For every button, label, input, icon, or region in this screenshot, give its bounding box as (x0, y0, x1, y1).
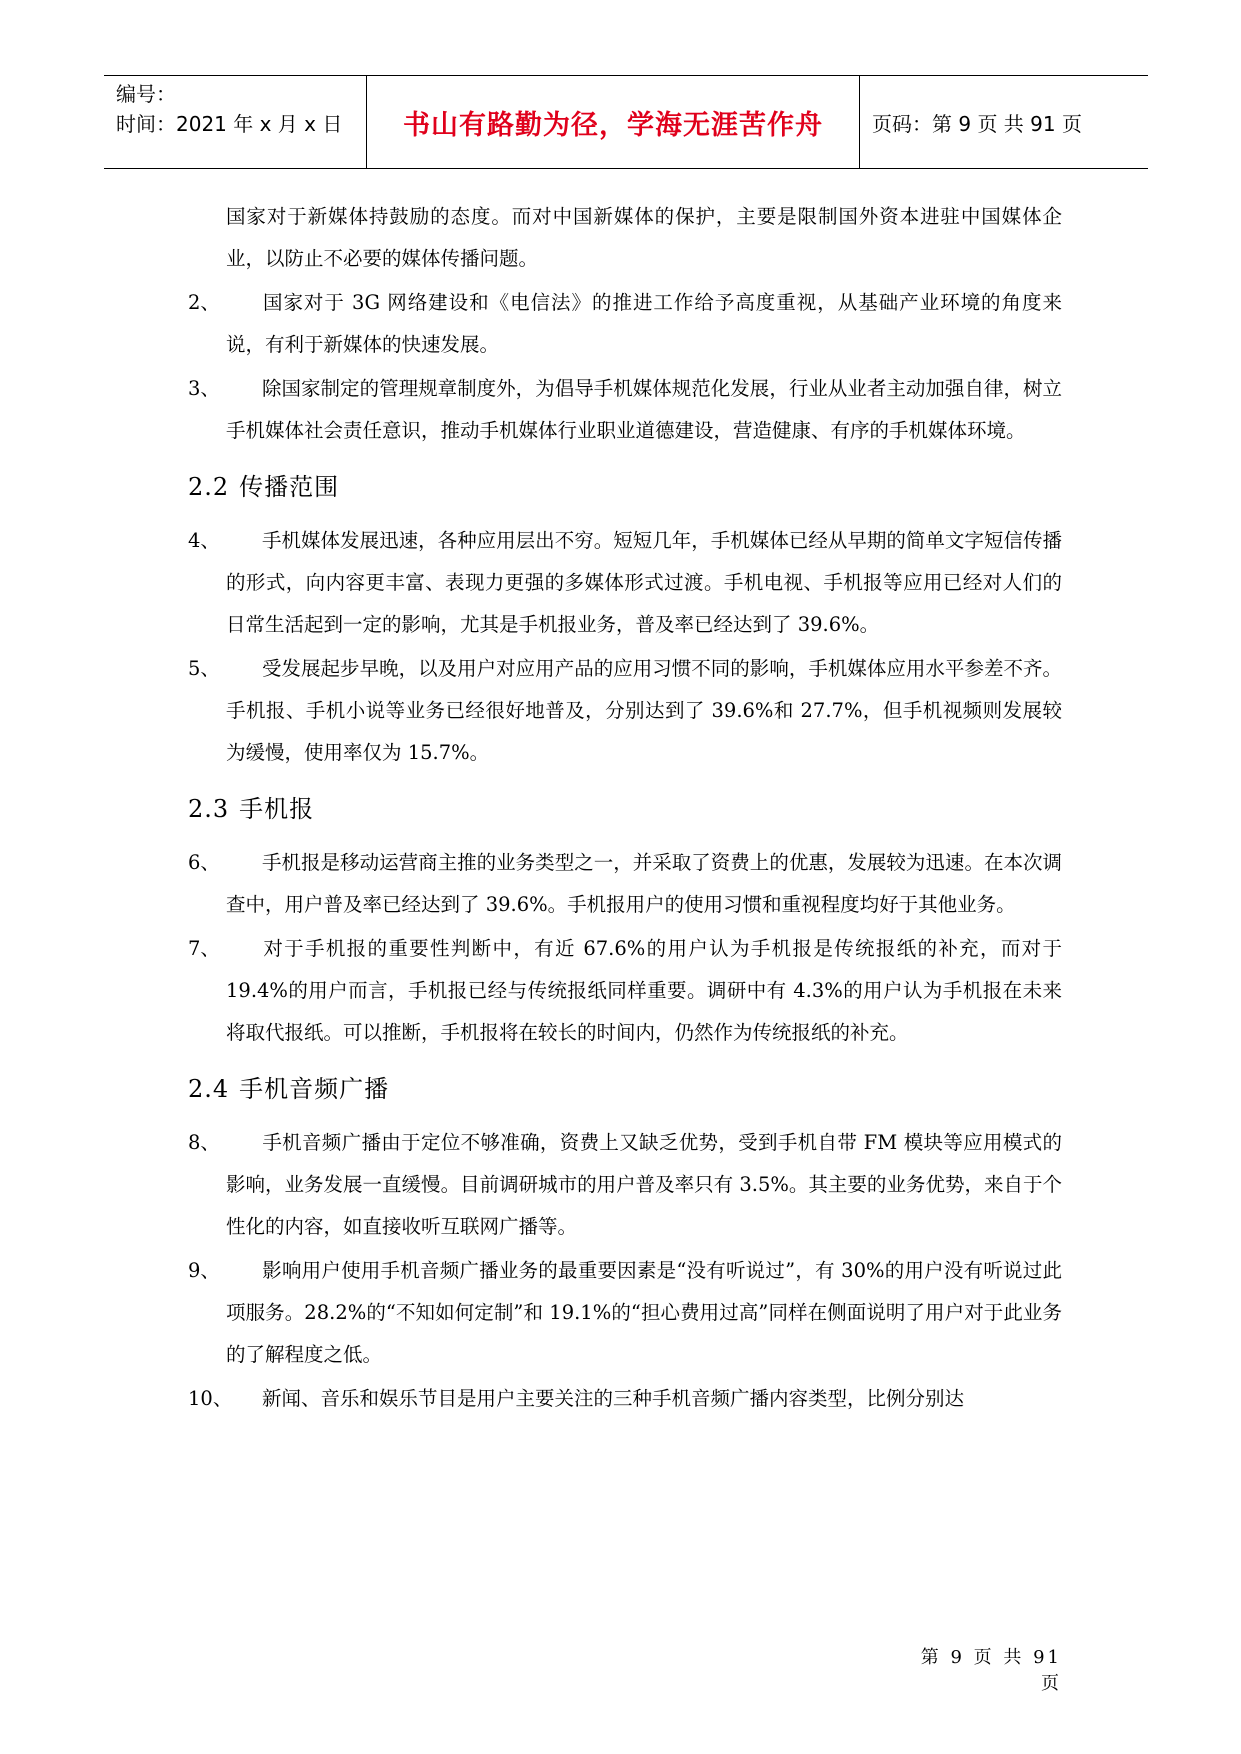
section-title: 手机音频广播 (239, 1075, 390, 1103)
list-item (188, 282, 1062, 366)
header-page-info: 页码：第 9 页 共 91 页 (872, 111, 1082, 136)
list-item-number: 9、 (188, 1259, 220, 1282)
list-item-number: 5、 (188, 657, 220, 680)
section-title: 传播范围 (239, 473, 340, 501)
list-item (188, 648, 1062, 774)
list-item (188, 1250, 1062, 1376)
list-item-number: 2、 (188, 291, 220, 314)
list-item-text: 影响用户使用手机音频广播业务的最重要因素是“没有听说过”，有 30%的用户没有听说过此项服务。28.2%的“不知如何定制”和 19.1%的“担心费用过高”同样在侧面说明了用户对于此业务的了解程度之低。 (226, 1259, 1062, 1366)
section-heading (188, 788, 1062, 830)
list-item (188, 1122, 1062, 1248)
list-item-number: 7、 (188, 937, 220, 960)
page-header (104, 75, 1148, 169)
list-item (188, 928, 1062, 1054)
document-body (188, 196, 1062, 1422)
list-item (188, 368, 1062, 452)
header-divider (859, 75, 860, 169)
section-number: 2.2 (188, 473, 230, 501)
section-heading (188, 1068, 1062, 1110)
list-item-text: 手机媒体发展迅速，各种应用层出不穷。短短几年，手机媒体已经从早期的简单文字短信传播的形式，向内容更丰富、表现力更强的多媒体形式过渡。手机电视、手机报等应用已经对人们的日常生活起到一定的影响，尤其是手机报业务，普及率已经达到了 39.6%。 (226, 529, 1062, 636)
section-heading (188, 466, 1062, 508)
page-footer: 第 9 页 共 91 页 (920, 1647, 1062, 1694)
header-meta (116, 79, 366, 139)
section-number: 2.4 (188, 1075, 230, 1103)
list-item-text: 手机报是移动运营商主推的业务类型之一，并采取了资费上的优惠，发展较为迅速。在本次调查中，用户普及率已经达到了 39.6%。手机报用户的使用习惯和重视程度均好于其他业务。 (226, 851, 1062, 916)
header-number-label: 编号： (116, 82, 176, 106)
list-item-number: 10、 (188, 1387, 233, 1410)
list-item (188, 520, 1062, 646)
paragraph-text: 国家对于新媒体持鼓励的态度。而对中国新媒体的保护，主要是限制国外资本进驻中国媒体企业，以防止不必要的媒体传播问题。 (226, 205, 1062, 270)
list-item-text: 手机音频广播由于定位不够准确，资费上又缺乏优势，受到手机自带 FM 模块等应用模式的影响，业务发展一直缓慢。目前调研城市的用户普及率只有 3.5%。其主要的业务优势，来自于个性化的内容，如直接收听互联网广播等。 (226, 1131, 1062, 1238)
list-item-text: 新闻、音乐和娱乐节目是用户主要关注的三种手机音频广播内容类型，比例分别达 (262, 1387, 965, 1410)
header-motto: 书山有路勤为径，学海无涯苦作舟 (403, 109, 823, 141)
list-item-number: 6、 (188, 851, 220, 874)
section-number: 2.3 (188, 795, 230, 823)
list-item-number: 4、 (188, 529, 220, 552)
continued-paragraph (188, 196, 1062, 280)
list-item-number: 8、 (188, 1131, 220, 1154)
section-title: 手机报 (239, 795, 315, 823)
header-time-label: 时间：2021 年 x 月 x 日 (116, 112, 343, 136)
list-item-number: 3、 (188, 377, 220, 400)
list-item-text: 对于手机报的重要性判断中，有近 67.6%的用户认为手机报是传统报纸的补充，而对于 19.4%的用户而言，手机报已经与传统报纸同样重要。调研中有 4.3%的用户认为手机报在未来将取代报纸。可以推断，手机报将在较长的时间内，仍然作为传统报纸的补充。 (226, 937, 1062, 1044)
list-item (188, 842, 1062, 926)
list-item-text: 除国家制定的管理规章制度外，为倡导手机媒体规范化发展，行业从业者主动加强自律，树立手机媒体社会责任意识，推动手机媒体行业职业道德建设，营造健康、有序的手机媒体环境。 (226, 377, 1062, 442)
list-item (188, 1378, 1062, 1420)
list-item-text: 国家对于 3G 网络建设和《电信法》的推进工作给予高度重视，从基础产业环境的角度来说，有利于新媒体的快速发展。 (226, 291, 1062, 356)
list-item-text: 受发展起步早晚，以及用户对应用产品的应用习惯不同的影响，手机媒体应用水平参差不齐。手机报、手机小说等业务已经很好地普及，分别达到了 39.6%和 27.7%，但手机视频则发展较为缓慢，使用率仅为 15.7%。 (226, 657, 1062, 764)
